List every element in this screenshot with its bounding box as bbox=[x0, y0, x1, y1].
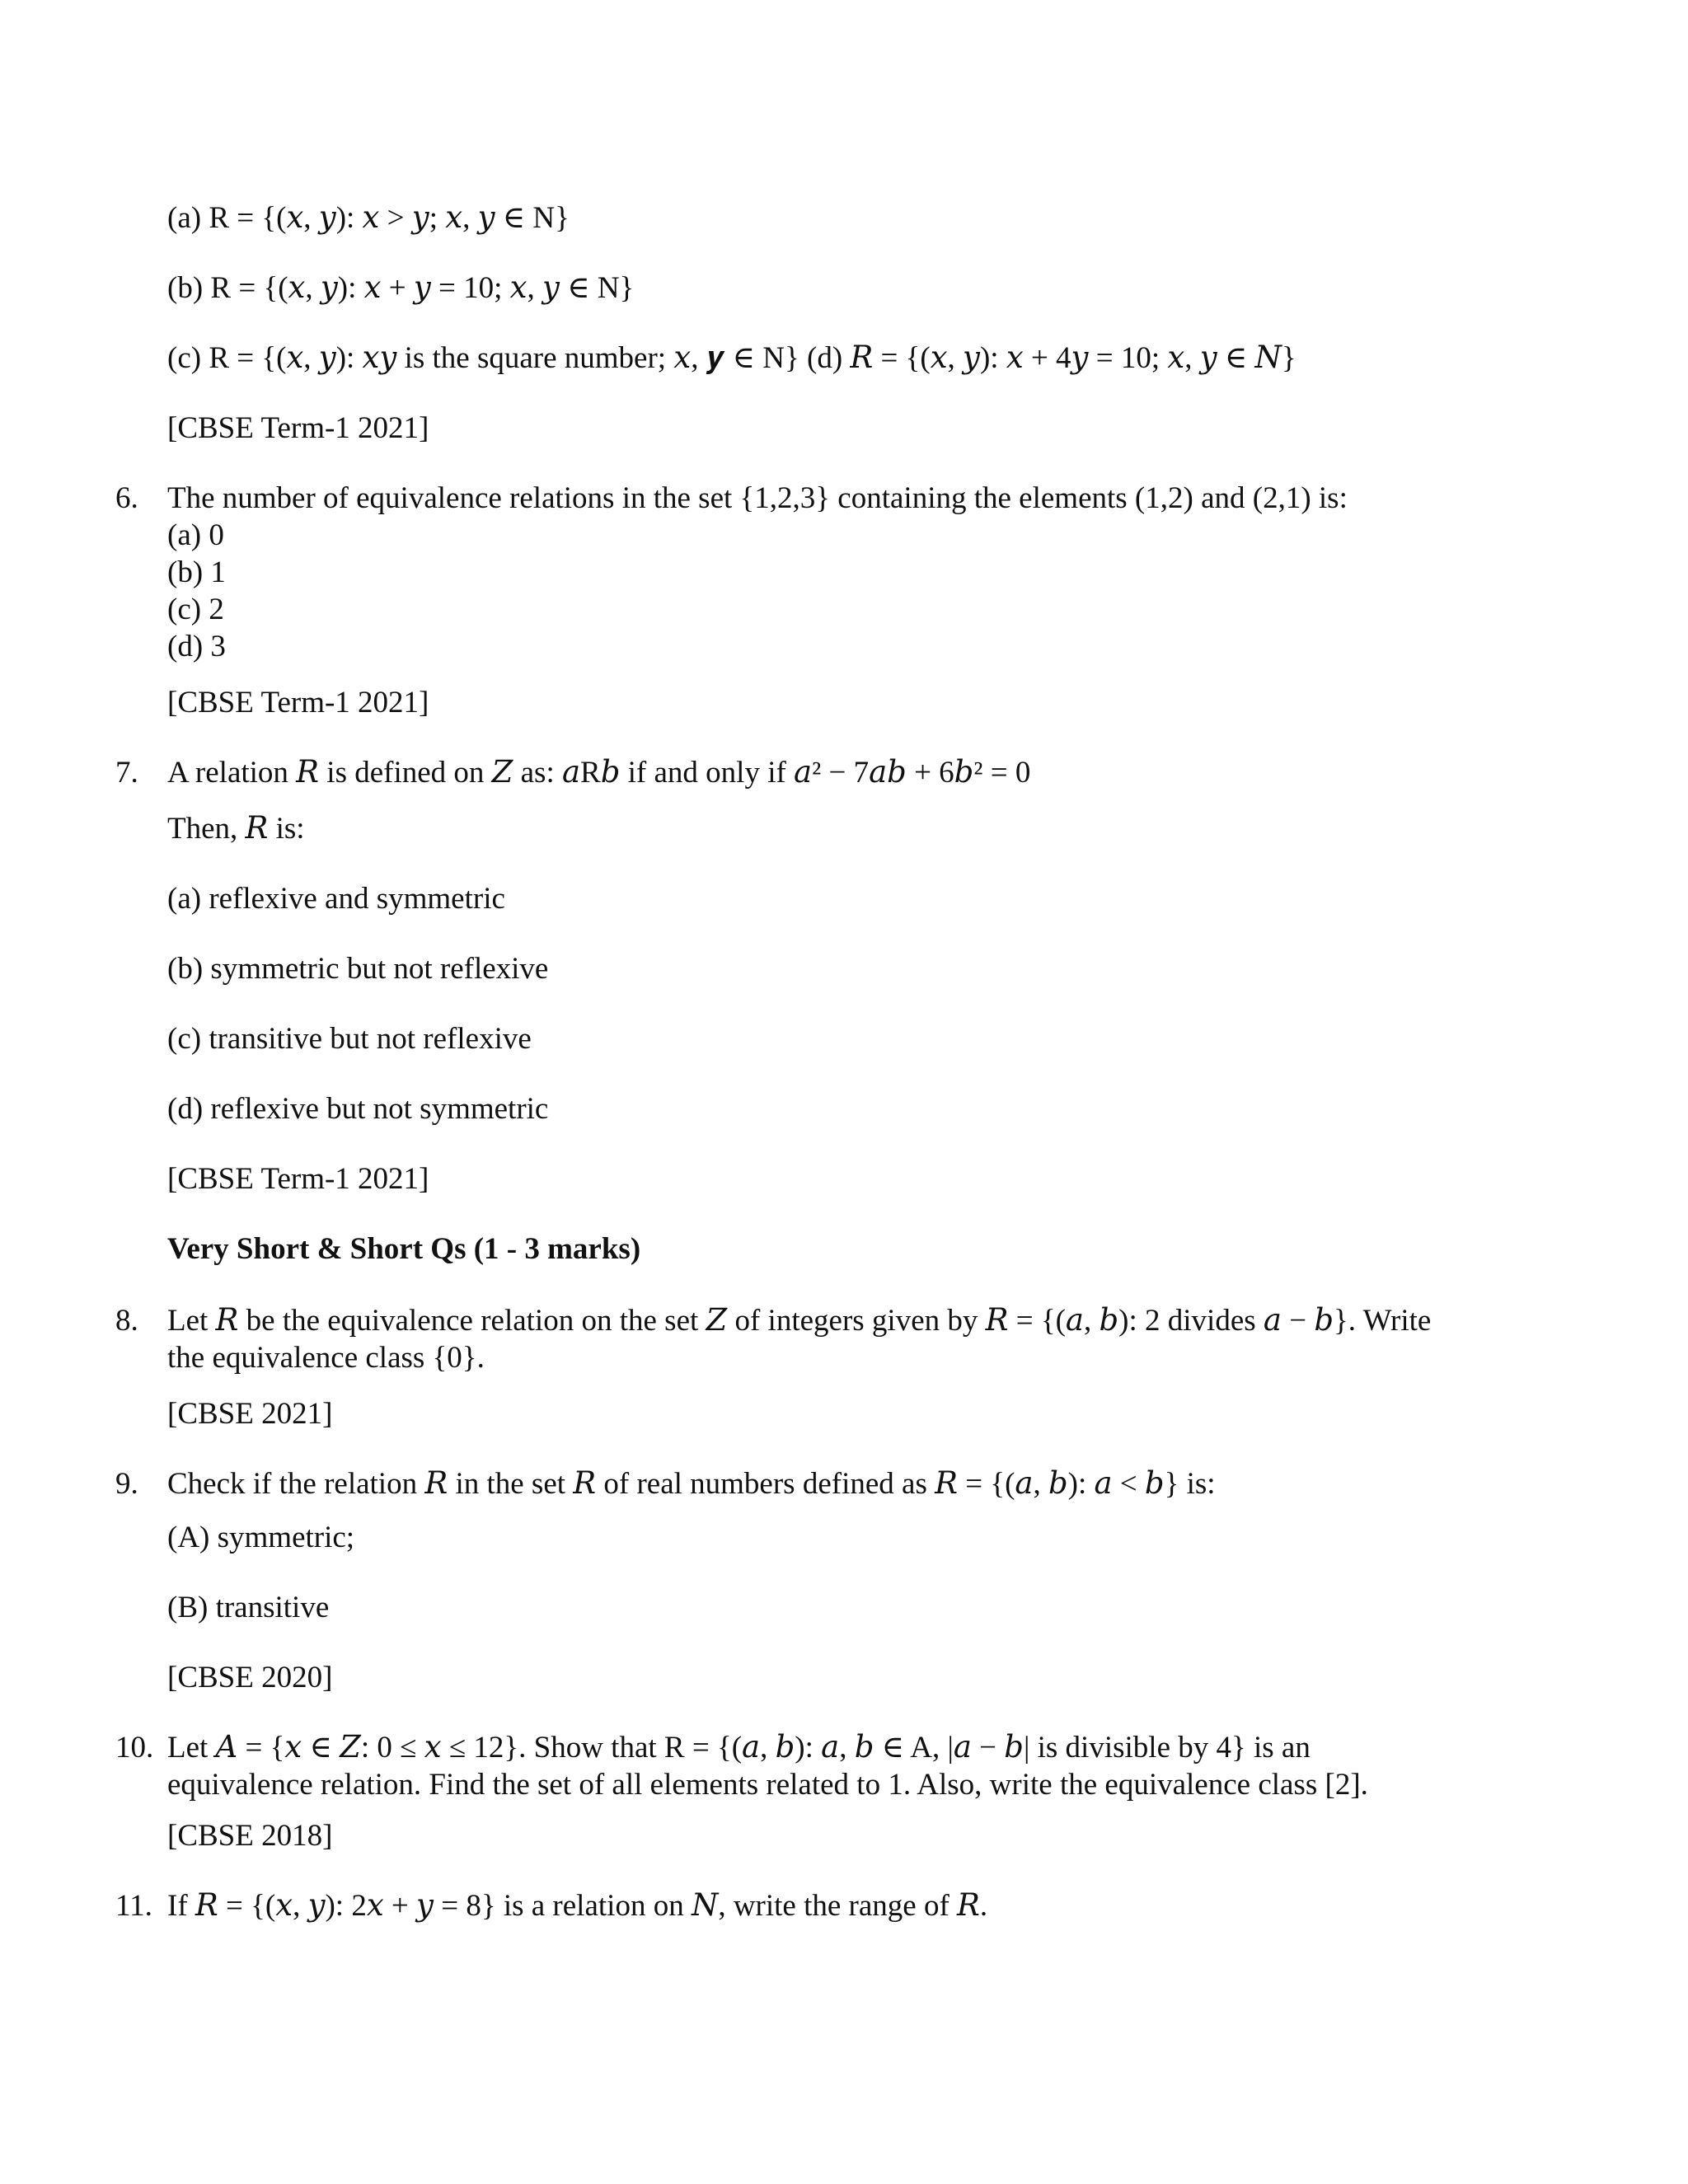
q6-option: (b) 1 bbox=[167, 555, 226, 589]
q5-option-c-d: (c) R = {(𝑥, 𝑦): 𝑥𝑦 is the square number; 𝑥, 𝒚 ∈ N} (d) 𝑅 = {(𝑥, 𝑦): 𝑥 + 4𝑦 = 10; 𝑥, 𝑦 ∈ 𝑁} bbox=[167, 341, 1296, 375]
q9-option: (B) transitive bbox=[167, 1591, 330, 1624]
q6-text: The number of equivalence relations in the set {1,2,3} containing the elements (1,2) and (2,1) is: bbox=[167, 481, 1348, 515]
q8-text-line1: Let 𝑅 be the equivalence relation on the set 𝑍 of integers given by 𝑅 = {(𝑎, 𝑏): 2 divides 𝑎 − 𝑏}. Write bbox=[167, 1304, 1432, 1338]
q10-text-line1: Let 𝐴 = {𝑥 ∈ 𝑍: 0 ≤ 𝑥 ≤ 12}. Show that R = {(𝑎, 𝑏): 𝑎, 𝑏 ∈ A, |𝑎 − 𝑏| is divisible by 4} is an bbox=[167, 1731, 1311, 1765]
q9-source: [CBSE 2020] bbox=[167, 1661, 333, 1694]
q6-number: 6. bbox=[115, 481, 138, 515]
q11-text: If 𝑅 = {(𝑥, 𝑦): 2𝑥 + 𝑦 = 8} is a relation on 𝑁, write the range of 𝑅. bbox=[167, 1889, 988, 1923]
q6-option: (a) 0 bbox=[167, 518, 224, 552]
q7-followup: Then, 𝑅 is: bbox=[167, 812, 305, 846]
q7-option: (b) symmetric but not reflexive bbox=[167, 952, 549, 986]
q6-option: (d) 3 bbox=[167, 630, 226, 663]
q10-text-line2: equivalence relation. Find the set of all elements related to 1. Also, write the equivalence class [2]. bbox=[167, 1768, 1368, 1802]
q9-number: 9. bbox=[115, 1467, 138, 1501]
q8-source: [CBSE 2021] bbox=[167, 1397, 333, 1431]
q7-number: 7. bbox=[115, 756, 138, 790]
q8-number: 8. bbox=[115, 1304, 138, 1338]
q9-option: (A) symmetric; bbox=[167, 1521, 355, 1554]
section-heading: Very Short & Short Qs (1 - 3 marks) bbox=[167, 1232, 641, 1266]
q7-option: (c) transitive but not reflexive bbox=[167, 1022, 532, 1056]
q8-text-line2: the equivalence class {0}. bbox=[167, 1341, 485, 1375]
q7-option: (d) reflexive but not symmetric bbox=[167, 1092, 549, 1126]
q7-source: [CBSE Term-1 2021] bbox=[167, 1162, 429, 1196]
q10-source: [CBSE 2018] bbox=[167, 1819, 333, 1853]
q11-number: 11. bbox=[115, 1889, 152, 1923]
q6-source: [CBSE Term-1 2021] bbox=[167, 686, 429, 719]
q7-text: A relation 𝑅 is defined on 𝑍 as: 𝑎R𝑏 if and only if 𝑎² − 7𝑎𝑏 + 6𝑏² = 0 bbox=[167, 756, 1031, 790]
q5-source: [CBSE Term-1 2021] bbox=[167, 411, 429, 445]
q6-option: (c) 2 bbox=[167, 593, 224, 626]
q7-option: (a) reflexive and symmetric bbox=[167, 882, 505, 916]
q10-number: 10. bbox=[115, 1731, 154, 1765]
q5-option-b: (b) R = {(𝑥, 𝑦): 𝑥 + 𝑦 = 10; 𝑥, 𝑦 ∈ N} bbox=[167, 271, 635, 305]
q5-option-a: (a) R = {(𝑥, 𝑦): 𝑥 > 𝑦; 𝑥, 𝑦 ∈ N} bbox=[167, 201, 570, 235]
q9-text: Check if the relation 𝑅 in the set 𝑅 of real numbers defined as 𝑅 = {(𝑎, 𝑏): 𝑎 < 𝑏} is: bbox=[167, 1467, 1216, 1501]
